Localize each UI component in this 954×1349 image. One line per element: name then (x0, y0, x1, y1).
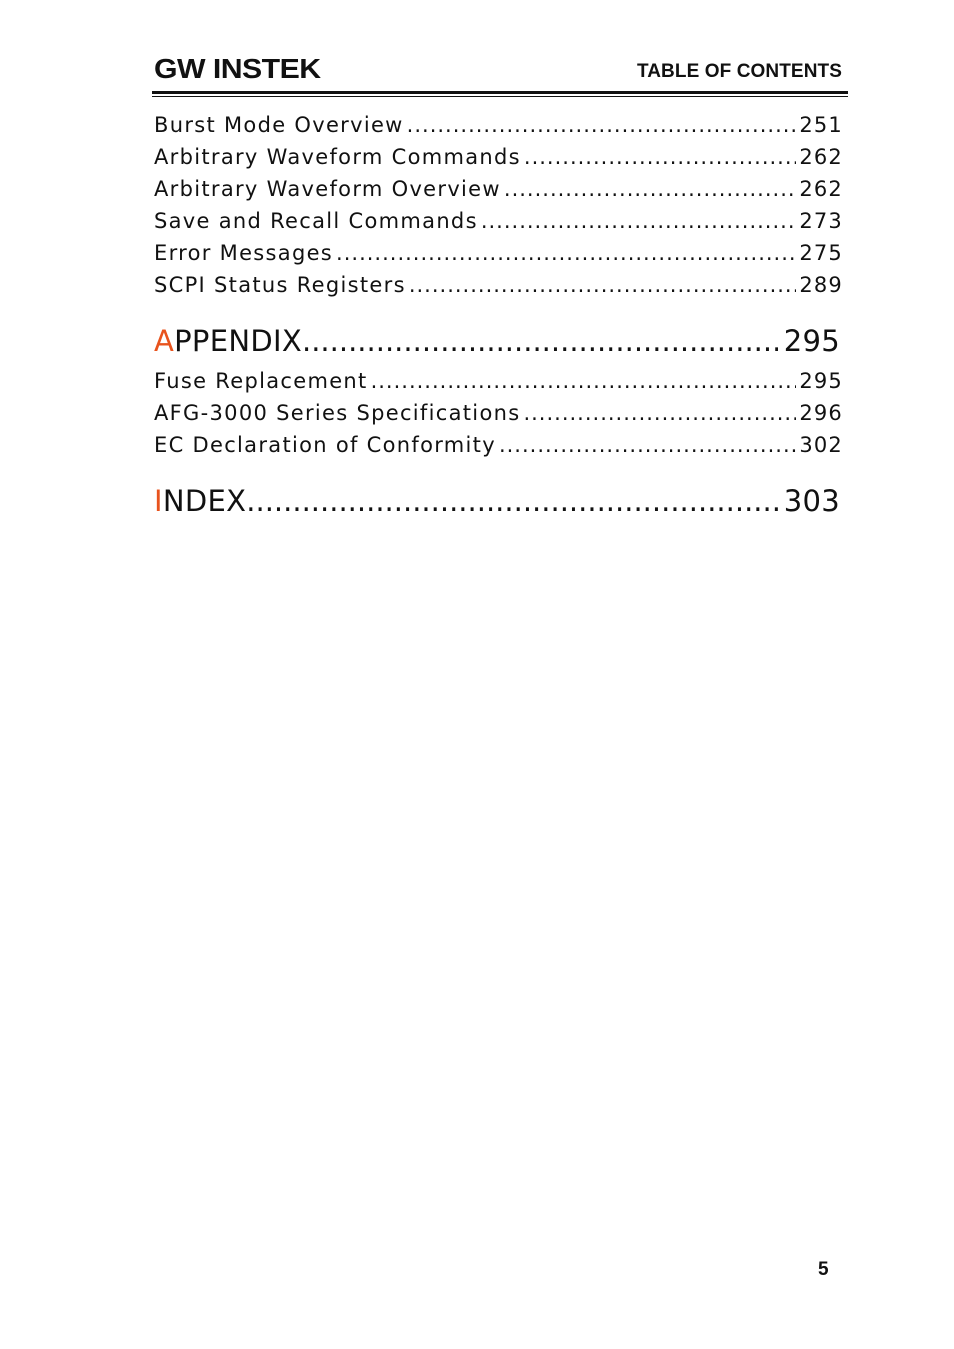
toc-entry-fuse-replacement[interactable] (154, 365, 843, 397)
chapter-page: 303 (783, 484, 840, 518)
toc-entry-arbitrary-waveform-commands[interactable] (154, 141, 843, 173)
header-rule-thick (152, 91, 848, 94)
header-rule-thin (152, 96, 848, 97)
toc-chapter-appendix[interactable] (154, 319, 843, 363)
chapter-page: 295 (783, 324, 840, 358)
dot-leader (523, 397, 796, 429)
dot-leader (407, 109, 797, 141)
toc-entry-label: Save and Recall Commands (154, 209, 478, 233)
page-number: 5 (818, 1259, 829, 1280)
toc-entry-ec-declaration[interactable] (154, 429, 843, 461)
toc-entry-label: EC Declaration of Conformity (154, 433, 496, 457)
dot-leader (481, 205, 797, 237)
chapter-title (154, 479, 246, 523)
dot-leader (499, 429, 796, 461)
toc-entry-label: Burst Mode Overview (154, 113, 404, 137)
toc-entry-page: 251 (799, 113, 843, 137)
page-header (152, 52, 848, 98)
chapter-title-rest: NDEX (162, 484, 247, 518)
brand-logo: GW INSTEK (154, 53, 321, 84)
toc-entry-scpi-status-registers[interactable] (154, 269, 843, 301)
toc-entry-page: 275 (799, 241, 843, 265)
toc-entry-label: AFG-3000 Series Specifications (154, 401, 521, 425)
toc-entry-label: Fuse Replacement (154, 369, 368, 393)
chapter-title (154, 319, 302, 363)
chapter-initial: A (154, 324, 175, 358)
dot-leader (302, 319, 778, 363)
toc-entry-page: 273 (799, 209, 843, 233)
chapter-title-rest: PPENDIX (174, 324, 302, 358)
dot-leader (409, 269, 796, 301)
dot-leader (504, 173, 796, 205)
table-of-contents (154, 109, 843, 525)
dot-leader (246, 479, 777, 523)
toc-entry-page: 262 (799, 177, 843, 201)
dot-leader (524, 141, 796, 173)
toc-entry-save-and-recall-commands[interactable] (154, 205, 843, 237)
toc-chapter-index[interactable] (154, 479, 843, 523)
toc-entry-page: 296 (799, 401, 843, 425)
toc-entry-label: Arbitrary Waveform Overview (154, 177, 501, 201)
toc-entry-label: SCPI Status Registers (154, 273, 406, 297)
section-title: TABLE OF CONTENTS (636, 61, 842, 82)
chapter-initial: I (154, 484, 163, 518)
toc-entry-page: 302 (799, 433, 843, 457)
toc-entry-burst-mode-overview[interactable] (154, 109, 843, 141)
dot-leader (371, 365, 797, 397)
toc-entry-afg-3000-specifications[interactable] (154, 397, 843, 429)
toc-entry-label: Error Messages (154, 241, 334, 265)
toc-entry-arbitrary-waveform-overview[interactable] (154, 173, 843, 205)
toc-entry-page: 262 (799, 145, 843, 169)
toc-entry-page: 295 (799, 369, 843, 393)
toc-entry-label: Arbitrary Waveform Commands (154, 145, 521, 169)
dot-leader (336, 237, 796, 269)
toc-entry-page: 289 (799, 273, 843, 297)
toc-entry-error-messages[interactable] (154, 237, 843, 269)
